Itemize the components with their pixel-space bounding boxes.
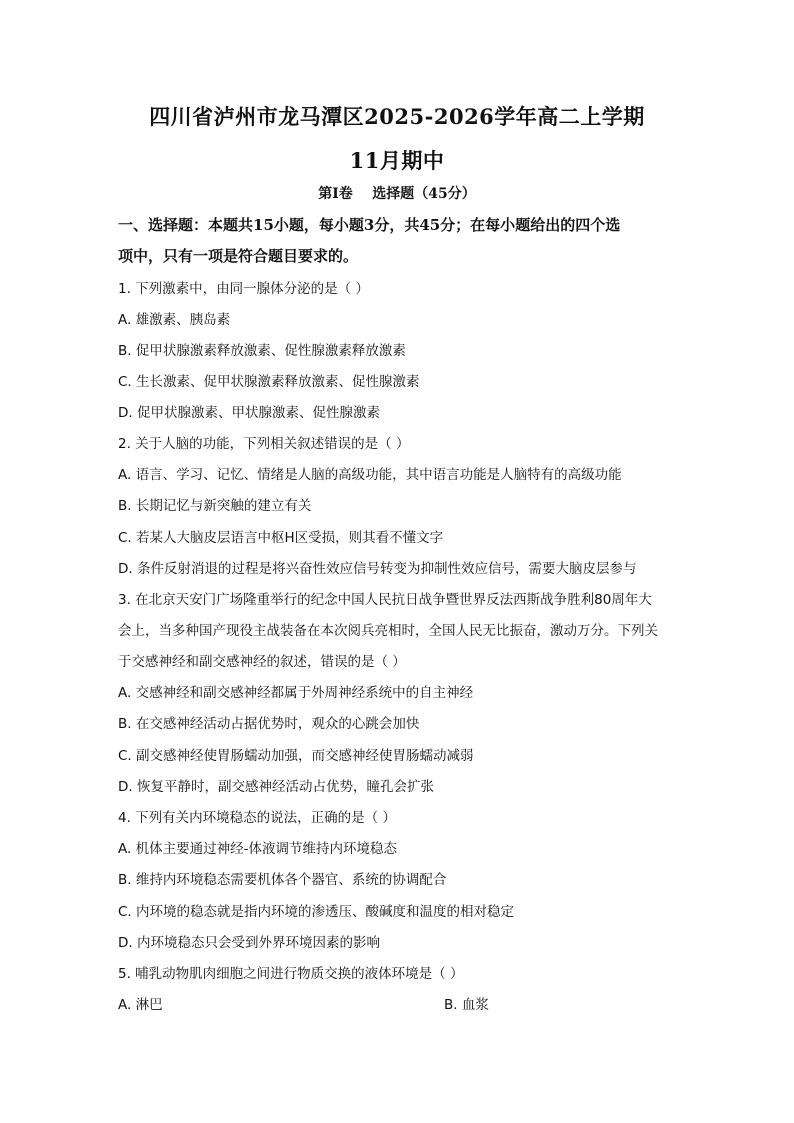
instructions-line2: 项中，只有一项是符合题目要求的。 bbox=[118, 247, 359, 265]
question-4-option-a: A. 机体主要通过神经-体液调节维持内环境稳态 bbox=[118, 841, 397, 857]
question-3-option-d: D. 恢复平静时，副交感神经活动占优势，瞳孔会扩张 bbox=[118, 779, 434, 795]
question-3-option-c: C. 副交感神经使胃肠蠕动加强，而交感神经使胃肠蠕动减弱 bbox=[118, 748, 474, 764]
section-heading bbox=[0, 187, 794, 201]
question-4-option-d: D. 内环境稳态只会受到外界环境因素的影响 bbox=[118, 935, 380, 951]
exam-title-line1: 四川省泸州市龙马潭区2025-2026学年高二上学期 bbox=[149, 104, 645, 129]
question-5-option-a: A. 淋巴 bbox=[118, 997, 163, 1013]
question-4-option-c: C. 内环境的稳态就是指内环境的渗透压、酸碱度和温度的相对稳定 bbox=[118, 904, 515, 920]
question-1-option-b: B. 促甲状腺激素释放激素、促性腺激素释放激素 bbox=[118, 343, 406, 359]
question-1-option-d: D. 促甲状腺激素、甲状腺激素、促性腺激素 bbox=[118, 405, 380, 421]
exam-title-line2: 11月期中 bbox=[349, 148, 445, 173]
question-1-stem: 1. 下列激素中，由同一腺体分泌的是（ ） bbox=[118, 281, 369, 297]
question-4-option-b: B. 维持内环境稳态需要机体各个器官、系统的协调配合 bbox=[118, 872, 447, 888]
question-3-stem-line2: 会上，当多种国产现役主战装备在本次阅兵亮相时，全国人民无比振奋，激动万分。下列关 bbox=[118, 623, 658, 639]
question-1-option-c: C. 生长激素、促甲状腺激素释放激素、促性腺激素 bbox=[118, 374, 420, 390]
instructions-line1: 一、选择题：本题共15小题，每小题3分，共45分；在每小题给出的四个选 bbox=[118, 216, 621, 234]
question-5-option-b: B. 血浆 bbox=[444, 997, 489, 1013]
question-2-stem: 2. 关于人脑的功能，下列相关叙述错误的是（ ） bbox=[118, 436, 410, 452]
question-4-stem: 4. 下列有关内环境稳态的说法，正确的是（ ） bbox=[118, 810, 396, 826]
question-3-option-b: B. 在交感神经活动占据优势时，观众的心跳会加快 bbox=[118, 716, 420, 732]
question-2-option-c: C. 若某人大脑皮层语言中枢H区受损，则其看不懂文字 bbox=[118, 530, 444, 546]
question-5-stem: 5. 哺乳动物肌肉细胞之间进行物质交换的液体环境是（ ） bbox=[118, 966, 464, 982]
question-1-option-a: A. 雄激素、胰岛素 bbox=[118, 312, 231, 328]
question-3-stem-line1: 3. 在北京天安门广场隆重举行的纪念中国人民抗日战争暨世界反法西斯战争胜利80周年大 bbox=[118, 592, 652, 608]
question-2-option-a: A. 语言、学习、记忆、情绪是人脑的高级功能，其中语言功能是人脑特有的高级功能 bbox=[118, 467, 622, 483]
section-heading-text: 第I卷 选择题（45分） bbox=[318, 186, 476, 202]
question-3-option-a: A. 交感神经和副交感神经都属于外周神经系统中的自主神经 bbox=[118, 685, 474, 701]
question-2-option-b: B. 长期记忆与新突触的建立有关 bbox=[118, 498, 312, 514]
question-3-stem-line3: 于交感神经和副交感神经的叙述，错误的是（ ） bbox=[118, 654, 406, 670]
question-2-option-d: D. 条件反射消退的过程是将兴奋性效应信号转变为抑制性效应信号，需要大脑皮层参与 bbox=[118, 561, 637, 577]
